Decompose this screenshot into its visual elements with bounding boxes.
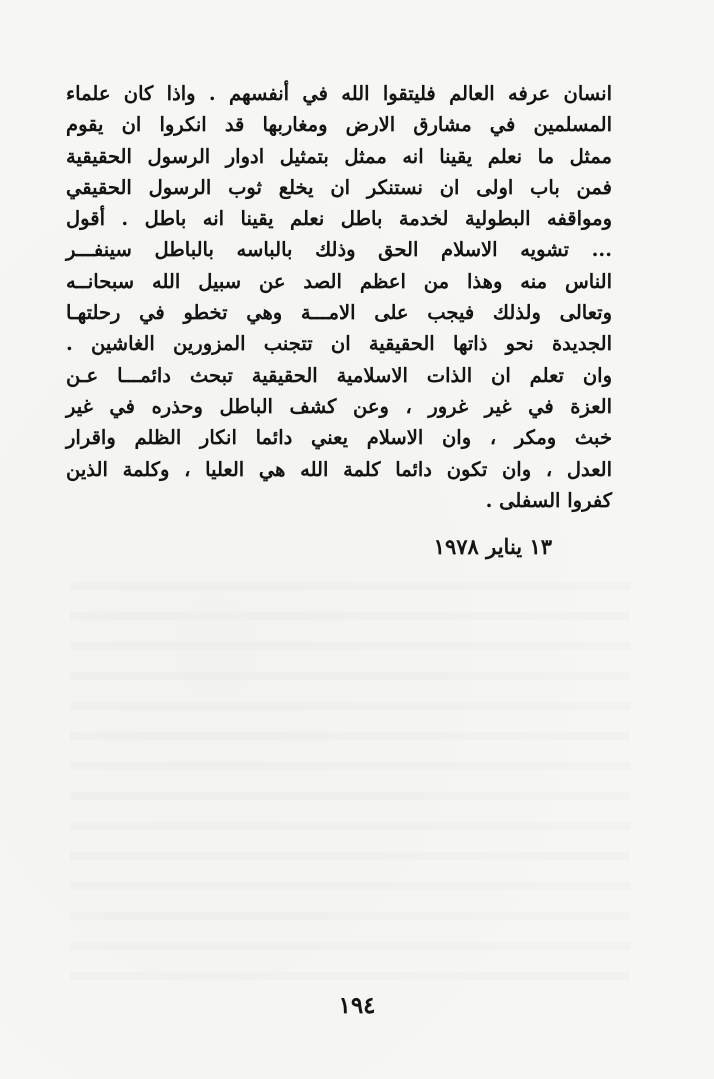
text-line: وتعالى ولذلك فيجب على الامـــة وهي تخطو في رحلتهـا: [66, 301, 612, 325]
text-line: فمن باب اولى ان نستنكر ان يخلع ثوب الرسول الحقيقي: [66, 175, 612, 199]
text-line-last: كفروا السفلى .: [485, 488, 612, 512]
date-line: ١٣ يناير ١٩٧٨: [433, 534, 552, 559]
page-number: ١٩٤: [338, 992, 376, 1019]
text-line: المسلمين في مشارق الارض ومغاربها قد انكروا ان يقوم: [66, 113, 612, 137]
text-line: العدل ، وان تكون دائما كلمة الله هي العليا ، وكلمة الذين: [66, 457, 612, 481]
text-line: العزة في غير غرور ، وعن كشف الباطل وحذره في غير: [66, 394, 612, 418]
text-line: ممثل ما نعلم يقينا انه ممثل بتمثيل ادوار الرسول الحقيقية: [66, 144, 612, 168]
text-line: انسان عرفه العالم فليتقوا الله في أنفسهم . واذا كان علماء: [66, 82, 612, 105]
body-paragraph: [66, 78, 612, 516]
text-line: الجديدة نحو ذاتها الحقيقية ان تتجنب المزورين الغاشين .: [66, 332, 612, 356]
text-line: الناس منه وهذا من اعظم الصد عن سبيل الله سبحانــه: [66, 269, 612, 293]
text-line: ومواقفه البطولية لخدمة باطل نعلم يقينا انه باطل . أقول: [66, 207, 612, 231]
show-through-texture: [70, 560, 630, 980]
text-line: ... تشويه الاسلام الحق وذلك بالباسه بالباطل سينفـــر: [66, 238, 612, 262]
text-line: خبث ومكر ، وان الاسلام يعني دائما انكار الظلم واقرار: [66, 426, 612, 450]
text-line: وان تعلم ان الذات الاسلامية الحقيقية تبحث دائمـــا عـن: [66, 363, 612, 387]
